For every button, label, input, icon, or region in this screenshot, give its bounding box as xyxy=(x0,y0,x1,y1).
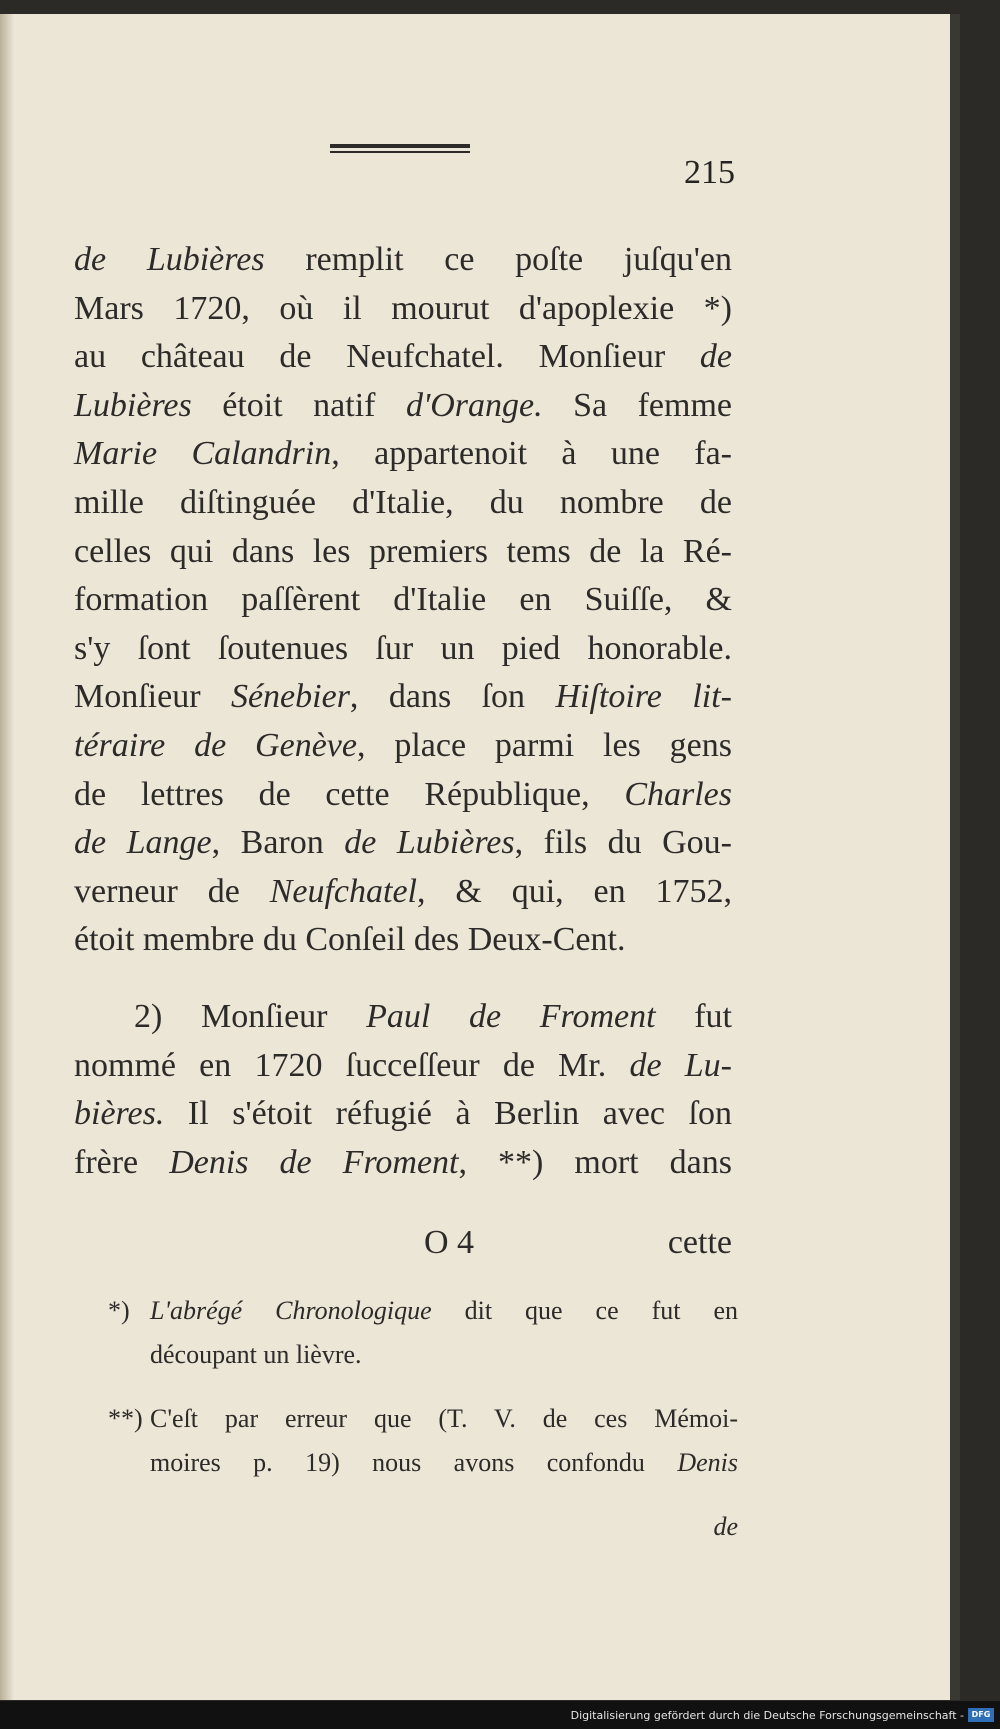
text-line xyxy=(74,1042,732,1091)
catchword: cette xyxy=(667,1224,732,1261)
text-line xyxy=(74,333,732,382)
text-run: Monſieur xyxy=(74,678,231,716)
text-run: dit que ce fut en xyxy=(431,1296,738,1325)
footnote-1 xyxy=(108,1289,738,1377)
book-page xyxy=(0,14,956,1700)
italic-text: bières. xyxy=(74,1095,165,1133)
text-run: mille diſtinguée d'Italie, du nombre de xyxy=(74,483,732,521)
text-run: moires p. 19) nous avons confondu xyxy=(150,1448,678,1477)
footnotes xyxy=(108,1289,738,1549)
text-line xyxy=(74,576,732,625)
text-line xyxy=(74,868,732,917)
footnote-line xyxy=(108,1397,738,1441)
text-run: fut xyxy=(655,997,733,1035)
text-line xyxy=(74,236,732,285)
italic-text: Charles xyxy=(624,775,732,813)
italic-text: Neufchatel xyxy=(269,872,417,910)
text-line xyxy=(74,528,732,577)
text-run: Mars 1720, où il mourut d'apoplexie *) xyxy=(74,289,732,327)
text-run: au château de Neufchatel. Monſieur xyxy=(74,338,700,376)
italic-text: Hiſtoire lit- xyxy=(555,678,732,716)
italic-text: Marie Calandrin xyxy=(74,435,332,473)
text-run: formation paſſèrent d'Italie en Suiſſe, & xyxy=(74,581,732,619)
text-line xyxy=(74,771,732,820)
text-line xyxy=(74,993,732,1042)
footnote-2 xyxy=(108,1397,738,1485)
text-line xyxy=(74,479,732,528)
footnote-line xyxy=(108,1333,738,1377)
text-run: nommé en 1720 ſucceſſeur de Mr. xyxy=(74,1046,630,1084)
italic-text: Lubières xyxy=(74,386,192,424)
italic-text: de Lubières xyxy=(344,824,515,862)
body-text xyxy=(74,236,732,1187)
text-run: , place parmi les gens xyxy=(356,726,732,764)
text-line xyxy=(74,673,732,722)
footer-credit: Digitalisierung gefördert durch die Deutsche Forschungsgemeinschaft - xyxy=(570,1709,964,1722)
text-run: , fils du Gou- xyxy=(514,824,733,862)
text-line xyxy=(74,285,732,334)
text-line xyxy=(74,819,732,868)
footnote-catchword: de xyxy=(713,1512,738,1541)
dfg-logo-icon: DFG xyxy=(968,1708,994,1722)
footnote-mark: **) xyxy=(108,1404,143,1433)
text-run: verneur de xyxy=(74,872,270,910)
paragraph-2 xyxy=(74,993,732,1187)
text-run: , dans ſon xyxy=(349,678,556,716)
text-run: Il s'étoit réfugié à Berlin avec ſon xyxy=(164,1095,732,1133)
page-edge xyxy=(950,14,960,1700)
page-spine-shadow xyxy=(0,14,14,1700)
italic-text: d'Orange. xyxy=(405,386,543,424)
text-run: étoit membre du Conſeil des Deux-Cent. xyxy=(74,921,626,959)
italic-text: de Lu- xyxy=(629,1046,732,1084)
text-run: de lettres de cette République, xyxy=(74,775,625,813)
text-run: découpant un lièvre. xyxy=(150,1340,362,1369)
text-run: , appartenoit à une fa- xyxy=(331,435,732,473)
italic-text: Sénebier xyxy=(230,678,350,716)
italic-text: Paul de Froment xyxy=(366,997,656,1035)
text-run: étoit natif xyxy=(191,386,406,424)
italic-text: de Lange xyxy=(74,824,212,862)
footnote-line xyxy=(108,1441,738,1485)
text-run: , Baron xyxy=(211,824,345,862)
text-run: frère xyxy=(74,1143,170,1181)
italic-text: Denis xyxy=(677,1448,738,1477)
italic-text: de xyxy=(699,338,732,376)
text-run: , **) mort dans xyxy=(458,1143,732,1181)
signature-mark: O 4 xyxy=(424,1224,475,1261)
italic-text: de Lubières xyxy=(74,241,265,278)
footnote-mark: *) xyxy=(108,1296,130,1325)
paragraph-1 xyxy=(74,236,732,965)
text-run: celles qui dans les premiers tems de la Ré- xyxy=(74,532,732,570)
text-run: , & qui, en 1752, xyxy=(416,872,732,910)
text-run: C'eſt par erreur que (T. V. de ces Mémoi- xyxy=(150,1404,738,1433)
italic-text: téraire de Genève xyxy=(74,726,357,764)
footnote-line xyxy=(108,1289,738,1333)
header-rule xyxy=(330,144,470,153)
page-number: 215 xyxy=(684,154,735,191)
signature-row xyxy=(74,1224,732,1272)
text-run: s'y ſont ſoutenues ſur un pied honorable. xyxy=(74,629,732,667)
text-line xyxy=(74,722,732,771)
text-line xyxy=(74,1139,732,1188)
text-run: remplit ce poſte juſqu'en xyxy=(264,241,732,278)
text-line xyxy=(74,625,732,674)
text-run: Sa femme xyxy=(542,386,732,424)
italic-text: Denis de Froment xyxy=(169,1143,459,1181)
text-line xyxy=(74,382,732,431)
text-line xyxy=(74,916,732,965)
footer-bar xyxy=(0,1701,1000,1729)
text-run: 2) Monſieur xyxy=(134,997,367,1035)
text-line xyxy=(74,1090,732,1139)
text-line xyxy=(74,430,732,479)
italic-text: L'abrégé Chronologique xyxy=(150,1296,432,1325)
